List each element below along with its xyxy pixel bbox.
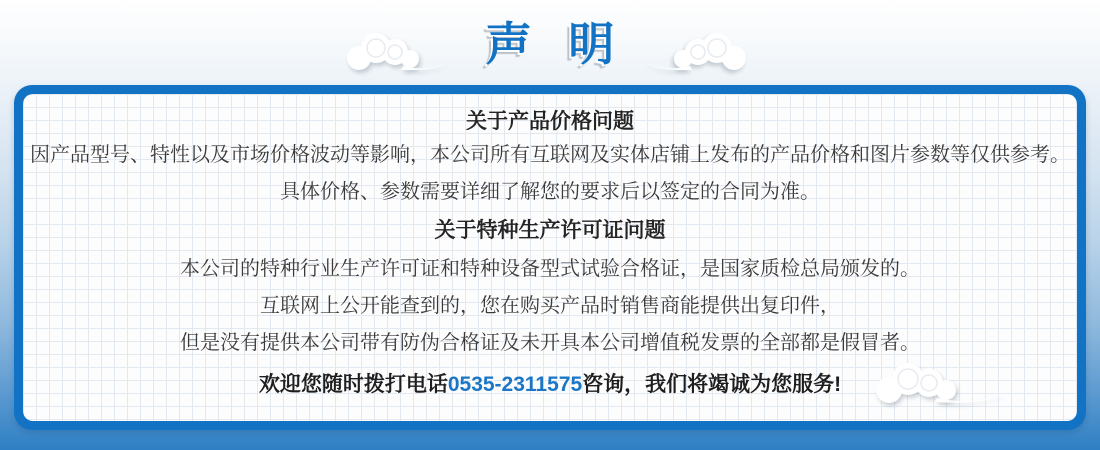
cloud-left-icon [343, 26, 453, 79]
statement-line: 本公司的特种行业生产许可证和特种设备型式试验合格证，是国家质检总局颁发的。 [180, 258, 920, 280]
statement-line: 具体价格、参数需要详细了解您的要求后以签定的合同为准。 [280, 181, 820, 203]
statement-line: 因产品型号、特性以及市场价格波动等影响，本公司所有互联网及实体店铺上发布的产品价格和图片参数等仅供参考。 [30, 144, 1070, 166]
statement-line: 互联网上公开能查到的，您在购买产品时销售商能提供出复印件， [260, 295, 840, 317]
statement-box-content [23, 94, 1077, 421]
page-title: 声 明 [485, 18, 627, 70]
phone-number: 0535-2311575 [447, 373, 583, 396]
statement-line: 但是没有提供本公司带有防伪合格证及未开具本公司增值税发票的全部都是假冒者。 [180, 332, 920, 354]
contact-suffix: 咨询，我们将竭诚为您服务! [582, 373, 842, 396]
cloud-right-icon [640, 26, 750, 79]
contact-line [23, 366, 1077, 403]
section-heading-license: 关于特种生产许可证问题 [434, 219, 666, 242]
contact-prefix: 欢迎您随时拨打电话 [258, 373, 448, 396]
statement-box [14, 85, 1086, 430]
section-heading-price: 关于产品价格问题 [466, 110, 634, 133]
header [0, 8, 1100, 80]
